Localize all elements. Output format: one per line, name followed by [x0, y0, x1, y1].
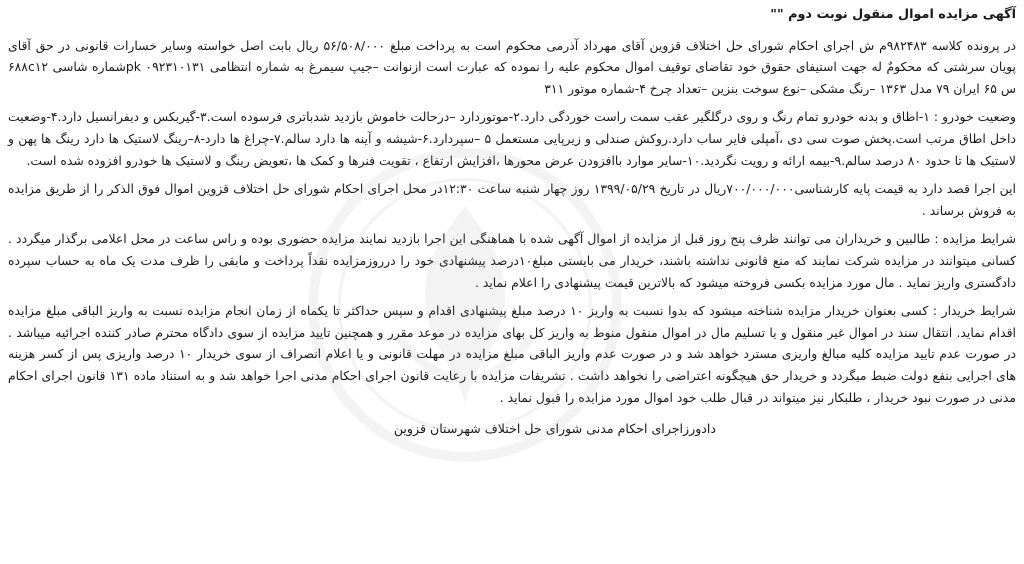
- signature: دادورزاجرای احکام مدنی شورای حل اختلاف شهرستان قزوین: [393, 421, 716, 437]
- auction-conditions-paragraph: شرایط مزایده : طالبین و خریداران می توانند ظرف پنج روز قبل از مزایده از اموال آگهی شده با هماهنگی این اجرا بازدید نمایند مزایده حضوری بوده و راس ساعت در محل اعلامی برگذار میگردد . کسانی میتوانند در مزایده شرکت نمایند که منع قانونی نداشته باشند، خریدار می بایستی مبلغ۱۰درصد پیشنهادی خود را درروزمزایده نقداً پرداخت و مابقی را ظرف مدت یک ماه به حساب سپرده دادگستری واریز نماید . مال مورد مزایده بکسی فروخته میشود که بالاترین قیمت پیشنهادی را اعلام نماید .: [8, 231, 1016, 290]
- buyer-conditions-paragraph: شرایط خریدار : کسی بعنوان خریدار مزایده شناخته میشود که بدوا نسبت به واریز ۱۰ درصد مبلغ پیشنهادی اقدام و سپس حداکثر تا یکماه از زمان انجام مزایده نسبت به واریز الباقی مبلغ مزایده اقدام نماید. انتقال سند در اموال غیر منقول و یا تسلیم مال در اموال منقول منوط به واریز کل بهای مزایده در موعد مقرر و همچنین تایید مزایده از سوی دادگاه محترم صادر کننده اجرائیه میباشد . در صورت عدم تایید مزایده کلیه مبالغ واریزی مسترد خواهد شد و در صورت عدم واریز الباقی مبلغ مزایده در مهلت قانونی و یا اعلام انصراف از سوی خریدار ۱۰ درصد واریزی پس از کسر هزینه های اجرایی بنفع دولت ضبط میگردد و خریدار حق هیچگونه اعتراضی را نخواهد داشت . تشریفات مزایده با رعایت قانون اجرای احکام مدنی اجرا خواهد شد و به استناد ماده ۱۳۱ قانون اجرای احکام مدنی در صورت نبود خریدار ، طلبکار نیز میتواند در قبال طلب خود اموال مورد مزایده را قبول نماید .: [8, 303, 1016, 405]
- auction-date-paragraph: این اجرا قصد دارد به قیمت پایه کارشناسی۷۰۰/۰۰۰/۰۰۰ریال در تاریخ ۱۳۹۹/۰۵/۲۹ روز چهار شنبه ساعت ۱۲:۳۰در محل اجرای احکام شورای حل اختلاف قزوین اموال فوق الذکر را از طریق مزایده به فروش برساند .: [8, 181, 1016, 218]
- case-details-paragraph: در پرونده کلاسه ۹۸۲۴۸۳م ش اجرای احکام شورای حل اختلاف قزوین آقای مهرداد آذرمی محکوم است به پرداخت مبلغ ۵۶/۵۰۸/۰۰۰ ریال بابت اصل خواسته وسایر خسارات قانونی در حق آقای پویان سرشتی که محکومٌ له جهت استیفای حقوق خود تقاضای توقیف اموال محکوم علیه را نموده که عبارت است ازنوانت –جیپ سیمرغ به شماره انتظامی pk ۰۹۲۳۱۰۱۳۱شماره شاسی ۶۸۸c۱۲ س ۶۵ ایران ۷۹ مدل ۱۳۶۳ –رنگ مشکی –نوع سوخت بنزین –تعداد چرخ ۴-شماره موتور ۳۱۱: [8, 37, 1016, 96]
- notice-title: آگهی مزایده اموال منقول نوبت دوم "": [770, 7, 1016, 22]
- vehicle-condition-paragraph: وضعیت خودرو : ۱-اطاق و بدنه خودرو تمام رنگ و روی درگلگیر عقب سمت راست خوردگی دارد.۲-موتوردارد –درحالت خاموش بازدید شدباتری فرسوده است.۳-گیربکس و دیفرانسیل دارد.۴-وضعیت داخل اطاق مرتب است.پخش صوت سی دی ،آمپلی فایر ساب دارد.روکش صندلی و زیرپایی مستعمل ۵ –سپردارد.۶-شیشه و آینه ها دارد سالم.۷-چراغ ها دارد-۸–رینگ لاستیک ها دارد رینگ ها پهن و لاستیک ها تا حدود ۸۰ درصد سالم.۹-بیمه ارائه و رویت نگردید.۱۰-سایر موارد باافزودن عرض محورها ،افزایش ارتفاع ، تقویت فنرها و کمک ها ،تعویض رینگ و لاستیک ها خودرو افزوده شده است.: [8, 109, 1016, 168]
